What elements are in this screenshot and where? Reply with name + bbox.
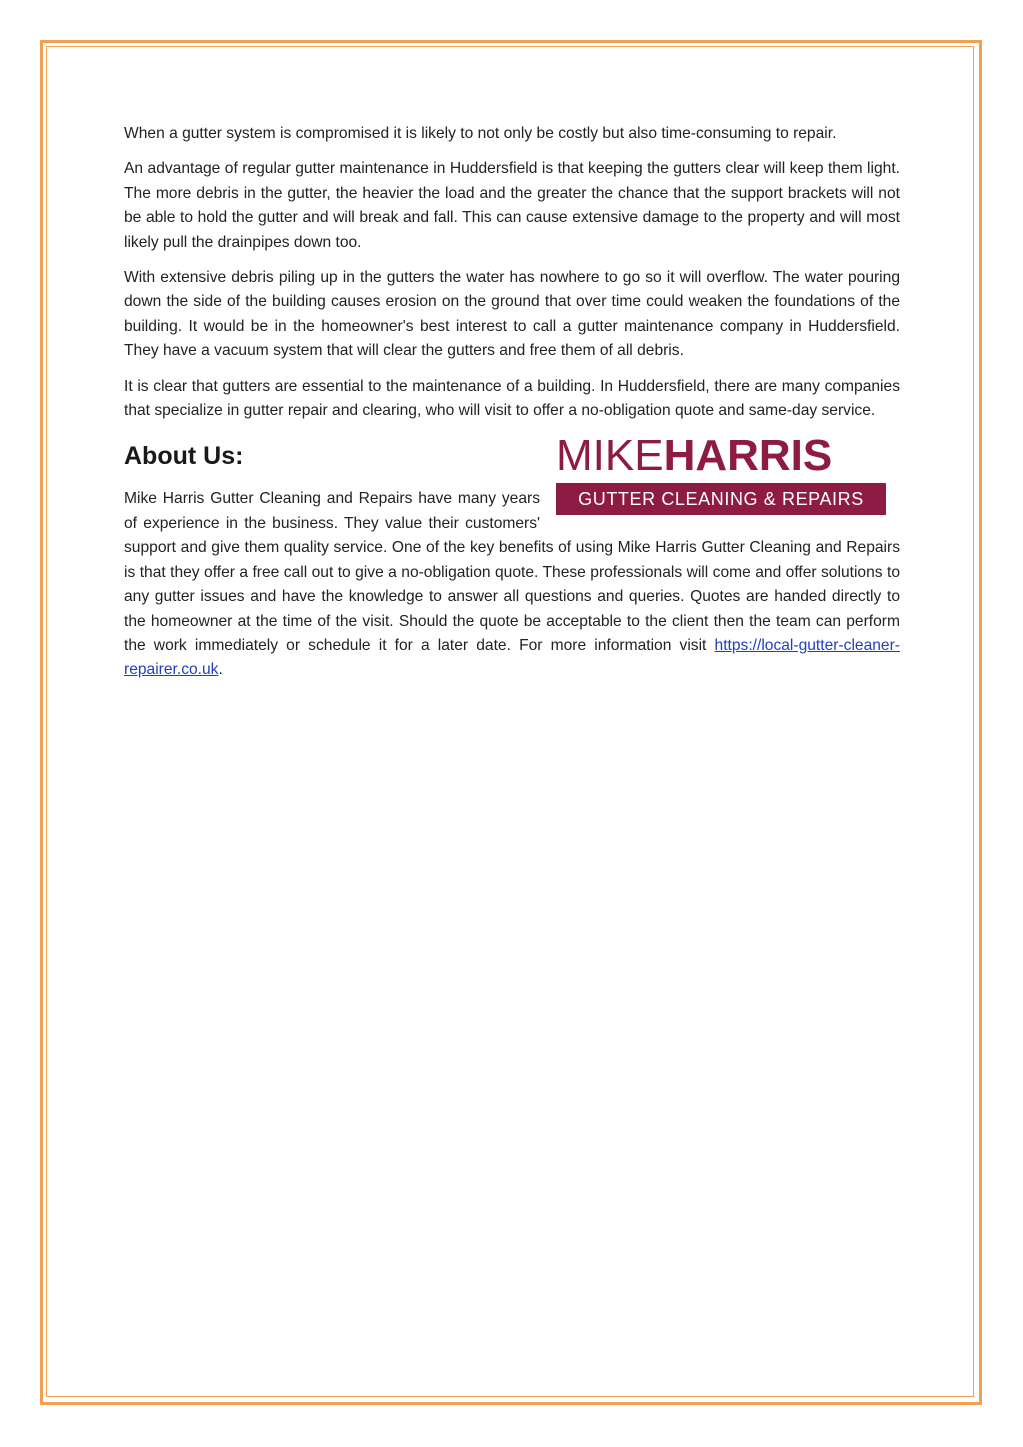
paragraph-3: With extensive debris piling up in the gutters the water has nowhere to go so it will overflow. The water pouring down the side of the building causes erosion on the ground that over time could weaken the foundations of the building. It would be in the homeowner's best interest to call a gutter maintenance company in Huddersfield. They have a vacuum system that will clear the gutters and free them of all debris. xyxy=(124,269,900,360)
logo-name-bold: HARRIS xyxy=(663,431,833,481)
document-body xyxy=(124,122,900,694)
paragraph-2: An advantage of regular gutter maintenance in Huddersfield is that keeping the gutters clear will keep them light. The more debris in the gutter, the heavier the load and the greater the chance that the support brackets will not be able to hold the gutter and will break and fall. This can cause extensive damage to the property and will most likely pull the drainpipes down too. xyxy=(124,160,900,251)
about-heading: About Us: xyxy=(124,442,244,471)
about-trailing: . xyxy=(218,661,223,679)
logo-wordmark xyxy=(556,431,886,481)
paragraph-4: It is clear that gutters are essential to the maintenance of a building. In Huddersfield, there are many companies that specialize in gutter repair and clearing, who will visit to offer a no-obligation quote and same-day service. xyxy=(124,377,900,420)
about-body-text: Mike Harris Gutter Cleaning and Repairs have many years of experience in the business. They value their customers' support and give them quality service. One of the key benefits of using Mike Harris Gutter Cleaning and Repairs is that they offer a free call out to give a no-obligation quote. These professionals will come and offer solutions to any gutter issues and have the knowledge to answer all questions and queries. Quotes are handed directly to the homeowner at the time of the visit. Should the quote be acceptable to the client then the team can perform the work immediately or schedule it for a later date. For more information visit xyxy=(124,490,900,654)
paragraph-1: When a gutter system is compromised it is likely to not only be costly but also time-consuming to repair. xyxy=(124,125,837,142)
logo-tagline: GUTTER CLEANING & REPAIRS xyxy=(556,483,886,515)
company-logo xyxy=(556,431,886,517)
website-link[interactable]: https://local-gutter-cleaner-repairer.co.uk xyxy=(124,636,900,679)
logo-name-light: MIKE xyxy=(556,431,664,481)
